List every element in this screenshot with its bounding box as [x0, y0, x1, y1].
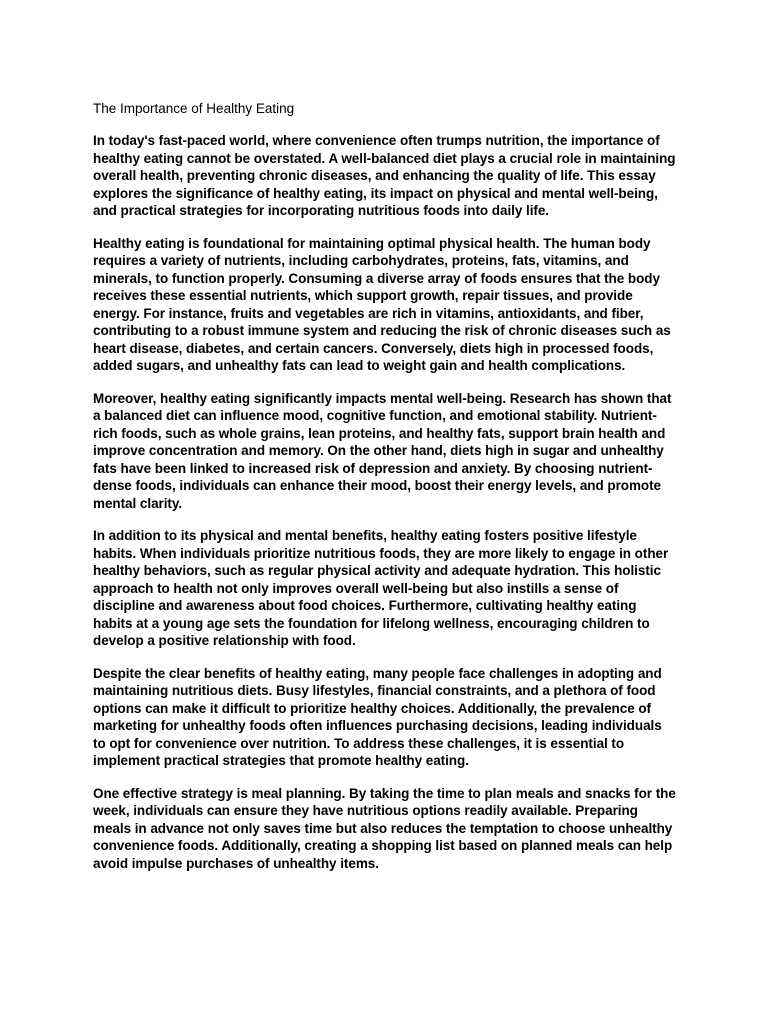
paragraph-mental-health: Moreover, healthy eating significantly impacts mental well-being. Research has shown that a balanced diet can influence mood, cognitive function, and emotional stability. Nutrient-rich foods, such as whole grains, lean proteins, and healthy fats, support brain health and improve concentration and memory. On the other hand, diets high in sugar and unhealthy fats have been linked to increased risk of depression and anxiety. By choosing nutrient-dense foods, individuals can enhance their mood, boost their energy levels, and promote mental clarity.	[93, 390, 672, 511]
paragraph-intro: In today's fast-paced world, where convenience often trumps nutrition, the importance of healthy eating cannot be overstated. A well-balanced diet plays a crucial role in maintaining overall health, preventing chronic diseases, and enhancing the quality of life. This essay explores the significance of healthy eating, its impact on physical and mental well-being, and practical strategies for incorporating nutritious foods into daily life.	[93, 133, 676, 218]
document-page	[93, 100, 677, 887]
paragraph-meal-planning: One effective strategy is meal planning. By taking the time to plan meals and snacks for the week, individuals can ensure they have nutritious options readily available. Preparing meals in advance not only saves time but also reduces the temptation to choose unhealthy convenience foods. Additionally, creating a shopping list based on planned meals can help avoid impulse purchases of unhealthy items.	[93, 785, 676, 871]
paragraph-lifestyle-habits: In addition to its physical and mental benefits, healthy eating fosters positive lifestyle habits. When individuals prioritize nutritious foods, they are more likely to engage in other healthy behaviors, such as regular physical activity and adequate hydration. This holistic approach to health not only improves overall well-being but also instills a sense of discipline and awareness about food choices. Furthermore, cultivating healthy eating habits at a young age sets the foundation for lifelong wellness, encouraging children to develop a positive relationship with food.	[93, 528, 669, 648]
paragraph-physical-health: Healthy eating is foundational for maintaining optimal physical health. The human body requires a variety of nutrients, including carbohydrates, proteins, fats, vitamins, and minerals, to function properly. Consuming a diverse array of foods ensures that the body receives these essential nutrients, which support growth, repair tissues, and provide energy. For instance, fruits and vegetables are rich in vitamins, antioxidants, and fiber, contributing to a robust immune system and reducing the risk of chronic diseases such as heart disease, diabetes, and certain cancers. Conversely, diets high in processed foods, added sugars, and unhealthy fats can lead to weight gain and health complications.	[93, 235, 671, 373]
document-title: The Importance of Healthy Eating	[93, 101, 295, 116]
paragraph-challenges: Despite the clear benefits of healthy eating, many people face challenges in adopting and maintaining nutritious diets. Busy lifestyles, financial constraints, and a plethora of food options can make it difficult to prioritize healthy choices. Additionally, the prevalence of marketing for unhealthy foods often influences purchasing decisions, leading individuals to opt for convenience over nutrition. To address these challenges, it is essential to implement practical strategies that promote healthy eating.	[93, 665, 662, 768]
